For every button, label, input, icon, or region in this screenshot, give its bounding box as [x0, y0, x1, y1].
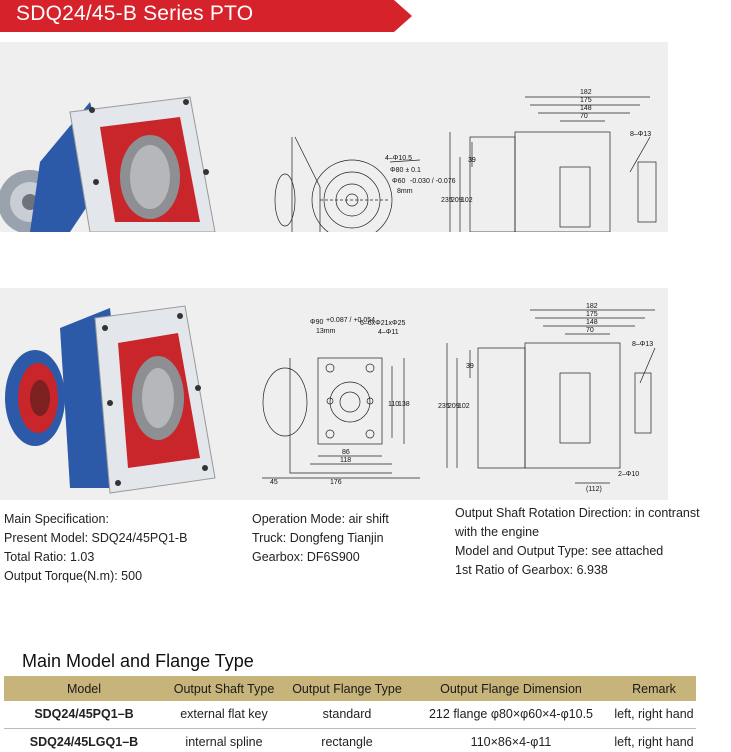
callout-shaft-tol: -0.030 / -0.076	[410, 178, 456, 185]
cell-flange-type: rectangle	[284, 728, 410, 752]
header-model: Model	[4, 676, 164, 701]
callout-holes-2: 4–Φ11	[378, 329, 399, 336]
table-row	[4, 701, 696, 728]
spec-output-torque: Output Torque(N.m): 500	[4, 569, 143, 583]
spec-gearbox: Gearbox: DF6S900	[252, 550, 360, 564]
pto-drawing-1	[0, 42, 668, 232]
dim-209: 209	[451, 197, 463, 204]
spec-column-2	[252, 510, 442, 567]
dim-182: 182	[580, 89, 592, 96]
cell-remark: left, right hand	[612, 701, 696, 728]
dim-86: 86	[342, 449, 350, 456]
dim-70: 70	[580, 113, 588, 120]
product-image-panel-2	[0, 288, 668, 500]
spec-total-ratio: Total Ratio: 1.03	[4, 550, 95, 564]
model-flange-table	[4, 676, 696, 752]
spec-first-ratio: 1st Ratio of Gearbox: 6.938	[455, 563, 608, 577]
dim-175: 175	[580, 97, 592, 104]
dim-39: 39	[468, 157, 476, 164]
callout-holes-b: 8–Φ13	[632, 341, 654, 348]
pto-photo-1	[0, 97, 215, 232]
callout-pilot: Φ80 ± 0.1	[390, 167, 421, 174]
table-header-row	[4, 676, 696, 701]
spec-present-model: Present Model: SDQ24/45PQ1-B	[4, 531, 188, 545]
header-remark: Remark	[612, 676, 696, 701]
callout-shaft: Φ60	[392, 178, 406, 185]
dim-70-b: 70	[586, 327, 594, 334]
dim-110: 110	[388, 401, 400, 408]
table-title: Main Model and Flange Type	[22, 651, 254, 671]
spec-truck: Truck: Dongfeng Tianjin	[252, 531, 384, 545]
spec-heading: Main Specification:	[4, 512, 109, 526]
callout-holes: 8–Φ13	[630, 131, 652, 138]
pto-drawing-2	[0, 288, 668, 500]
header-output-flange-dimension: Output Flange Dimension	[410, 676, 612, 701]
dim-102-b: 102	[458, 403, 470, 410]
dim-148-b: 148	[586, 319, 598, 326]
callout-bore-tol: +0.087 / +0.054	[326, 317, 376, 324]
table-row	[4, 728, 696, 752]
spec-operation-mode: Operation Mode: air shift	[252, 512, 389, 526]
dim-45: 45	[270, 479, 278, 486]
cell-model: SDQ24/45PQ1–B	[4, 701, 164, 728]
spec-column-1	[4, 510, 244, 586]
callout-small: 2–Φ10	[618, 471, 640, 478]
cell-model: SDQ24/45LGQ1–B	[4, 728, 164, 752]
cell-flange-dimension: 110×86×4-φ11	[410, 728, 612, 752]
callout-depth-2: 13mm	[316, 328, 336, 335]
callout-bore: Φ90	[310, 319, 324, 326]
spec-rotation-direction-cont: with the engine	[455, 525, 540, 539]
pto-photo-2	[5, 306, 215, 493]
dim-102: 102	[461, 197, 473, 204]
cell-remark: left, right hand	[612, 728, 696, 752]
side-view-drawing-2	[447, 310, 655, 483]
dim-175-b: 175	[586, 311, 598, 318]
spec-model-output-type: Model and Output Type: see attached	[455, 544, 664, 558]
product-image-panel-1	[0, 42, 668, 232]
cell-flange-type: standard	[284, 701, 410, 728]
dim-235-b: 235	[438, 403, 450, 410]
cell-shaft-type: internal spline	[164, 728, 284, 752]
header-output-shaft-type: Output Shaft Type	[164, 676, 284, 701]
cell-shaft-type: external flat key	[164, 701, 284, 728]
side-view-drawing-1	[450, 97, 656, 232]
callout-bolts: 4–Φ10.5	[385, 155, 412, 162]
dim-112: (112)	[586, 486, 602, 493]
dim-182-b: 182	[586, 303, 598, 310]
dim-118: 118	[340, 457, 352, 464]
header-banner	[0, 0, 412, 32]
dim-148: 148	[580, 105, 592, 112]
callout-depth: 8mm	[397, 188, 413, 195]
cell-flange-dimension: 212 flange φ80×φ60×4-φ10.5	[410, 701, 612, 728]
dim-235: 235	[441, 197, 453, 204]
dim-138: 138	[398, 401, 410, 408]
header-output-flange-type: Output Flange Type	[284, 676, 410, 701]
dim-39-b: 39	[466, 363, 474, 370]
dim-176: 176	[330, 479, 342, 486]
spec-rotation-direction: Output Shaft Rotation Direction: in contranst	[455, 506, 700, 520]
dim-209-b: 209	[448, 403, 460, 410]
callout-spline: 6–6xΦ21xΦ25	[360, 320, 406, 327]
page-title: SDQ24/45-B Series PTO	[16, 2, 254, 25]
spec-column-3	[455, 504, 731, 580]
